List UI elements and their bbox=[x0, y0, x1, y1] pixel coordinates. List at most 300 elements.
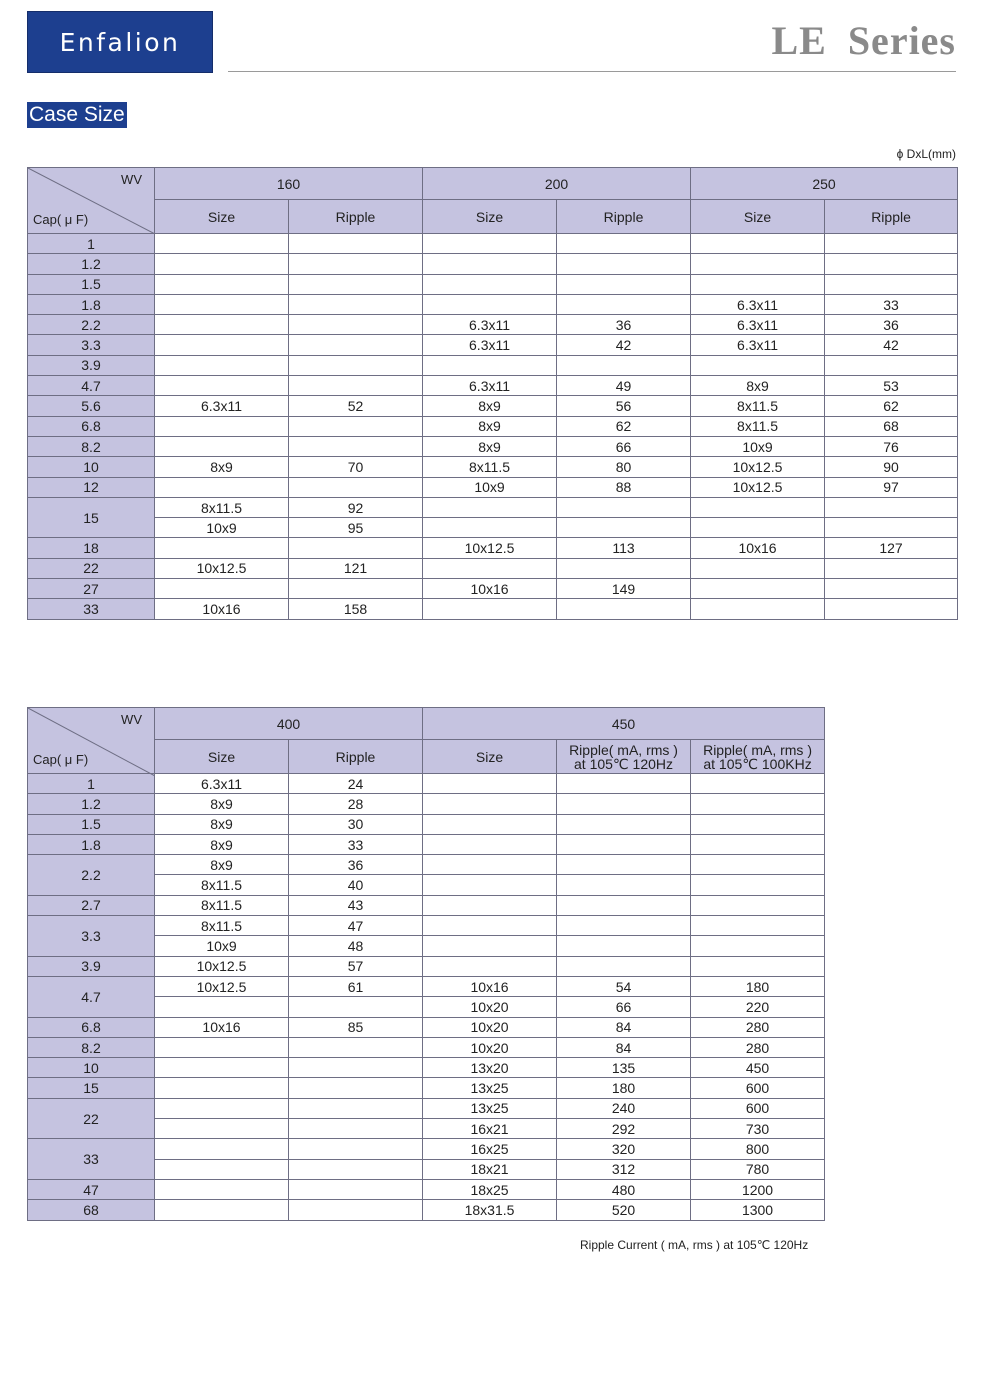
ripple-cell: 84 bbox=[557, 1017, 691, 1037]
ripple-cell bbox=[557, 936, 691, 956]
ripple-cell bbox=[825, 355, 958, 375]
ripple-cell bbox=[289, 538, 423, 558]
ripple-cell bbox=[691, 814, 825, 834]
ripple-cell bbox=[691, 794, 825, 814]
capacitance-cell: 2.2 bbox=[28, 315, 155, 335]
table-row bbox=[28, 396, 958, 416]
capacitance-cell: 47 bbox=[28, 1179, 155, 1199]
corner-header-cell bbox=[28, 708, 155, 774]
size-cell bbox=[155, 355, 289, 375]
wv-label: WV bbox=[121, 172, 142, 187]
size-cell: 16x21 bbox=[423, 1119, 557, 1139]
size-cell bbox=[155, 1119, 289, 1139]
ripple-cell bbox=[289, 294, 423, 314]
table-row bbox=[28, 457, 958, 477]
size-cell bbox=[423, 855, 557, 875]
table-row bbox=[28, 376, 958, 396]
size-cell bbox=[691, 254, 825, 274]
size-cell bbox=[423, 814, 557, 834]
ripple-cell bbox=[289, 315, 423, 335]
size-cell bbox=[423, 518, 557, 538]
ripple-cell bbox=[825, 254, 958, 274]
size-cell bbox=[155, 274, 289, 294]
size-cell bbox=[423, 234, 557, 254]
table-row bbox=[28, 538, 958, 558]
size-cell: 8x11.5 bbox=[155, 916, 289, 936]
ripple-cell: 33 bbox=[825, 294, 958, 314]
table-row bbox=[28, 1098, 825, 1118]
table-row bbox=[28, 1179, 825, 1199]
size-cell bbox=[155, 436, 289, 456]
size-cell bbox=[423, 956, 557, 976]
size-cell bbox=[691, 355, 825, 375]
ripple-cell bbox=[557, 234, 691, 254]
size-cell: 8x11.5 bbox=[691, 396, 825, 416]
table-row bbox=[28, 895, 825, 915]
capacitance-cell: 18 bbox=[28, 538, 155, 558]
capacitance-cell: 1.2 bbox=[28, 794, 155, 814]
ripple-cell: 121 bbox=[289, 558, 423, 578]
size-cell: 13x20 bbox=[423, 1058, 557, 1078]
capacitance-cell: 12 bbox=[28, 477, 155, 497]
ripple-cell: 149 bbox=[557, 579, 691, 599]
ripple-cell bbox=[289, 477, 423, 497]
ripple-cell: 30 bbox=[289, 814, 423, 834]
table-row bbox=[28, 355, 958, 375]
wv-label: WV bbox=[121, 712, 142, 727]
size-cell: 18x25 bbox=[423, 1179, 557, 1199]
size-cell bbox=[155, 416, 289, 436]
ripple-cell: 180 bbox=[691, 976, 825, 996]
ripple-cell: 480 bbox=[557, 1179, 691, 1199]
table-row bbox=[28, 416, 958, 436]
ripple-cell bbox=[289, 1200, 423, 1220]
ripple-cell: 135 bbox=[557, 1058, 691, 1078]
table-row bbox=[28, 335, 958, 355]
ripple-cell: 97 bbox=[825, 477, 958, 497]
size-cell: 18x21 bbox=[423, 1159, 557, 1179]
capacitance-cell: 15 bbox=[28, 497, 155, 538]
table-row bbox=[28, 436, 958, 456]
table-row bbox=[28, 518, 958, 538]
ripple-cell: 240 bbox=[557, 1098, 691, 1118]
capacitance-cell: 8.2 bbox=[28, 436, 155, 456]
ripple-cell bbox=[289, 1098, 423, 1118]
ripple-cell: 57 bbox=[289, 956, 423, 976]
ripple-cell bbox=[289, 254, 423, 274]
table-row bbox=[28, 477, 958, 497]
size-cell: 13x25 bbox=[423, 1098, 557, 1118]
ripple-cell bbox=[691, 834, 825, 854]
ripple-cell bbox=[825, 599, 958, 619]
capacitance-cell: 1 bbox=[28, 234, 155, 254]
table-row bbox=[28, 794, 825, 814]
ripple-cell bbox=[557, 916, 691, 936]
size-cell bbox=[423, 497, 557, 517]
column-header: Ripple bbox=[289, 740, 423, 774]
capacitance-cell: 1 bbox=[28, 774, 155, 794]
column-header: Ripple( mA, rms ) at 105℃ 120Hz bbox=[557, 740, 691, 774]
table-row bbox=[28, 1037, 825, 1057]
table-row bbox=[28, 294, 958, 314]
size-cell bbox=[155, 294, 289, 314]
capacitance-cell: 33 bbox=[28, 599, 155, 619]
size-cell: 6.3x11 bbox=[423, 315, 557, 335]
ripple-cell bbox=[557, 254, 691, 274]
capacitance-cell: 6.8 bbox=[28, 1017, 155, 1037]
size-cell bbox=[691, 579, 825, 599]
ripple-cell: 49 bbox=[557, 376, 691, 396]
size-cell: 6.3x11 bbox=[691, 335, 825, 355]
ripple-cell: 780 bbox=[691, 1159, 825, 1179]
ripple-cell bbox=[289, 1078, 423, 1098]
size-cell: 6.3x11 bbox=[423, 335, 557, 355]
size-cell bbox=[423, 274, 557, 294]
ripple-cell: 92 bbox=[289, 497, 423, 517]
corner-header-cell bbox=[28, 168, 155, 234]
ripple-cell: 43 bbox=[289, 895, 423, 915]
ripple-cell: 85 bbox=[289, 1017, 423, 1037]
size-cell bbox=[423, 599, 557, 619]
size-cell bbox=[423, 558, 557, 578]
size-cell: 8x11.5 bbox=[155, 497, 289, 517]
table-row bbox=[28, 855, 825, 875]
table-row bbox=[28, 1017, 825, 1037]
ripple-cell: 127 bbox=[825, 538, 958, 558]
size-cell: 10x9 bbox=[691, 436, 825, 456]
ripple-cell bbox=[289, 579, 423, 599]
capacitance-cell: 1.8 bbox=[28, 294, 155, 314]
size-cell: 10x20 bbox=[423, 997, 557, 1017]
ripple-cell bbox=[691, 895, 825, 915]
column-header: Size bbox=[155, 200, 289, 234]
ripple-cell: 48 bbox=[289, 936, 423, 956]
ripple-cell: 42 bbox=[825, 335, 958, 355]
capacitance-cell: 2.7 bbox=[28, 895, 155, 915]
case-size-table-2 bbox=[27, 707, 825, 1221]
ripple-cell bbox=[557, 834, 691, 854]
capacitance-cell: 3.3 bbox=[28, 335, 155, 355]
size-cell: 16x25 bbox=[423, 1139, 557, 1159]
capacitance-cell: 33 bbox=[28, 1139, 155, 1180]
ripple-cell bbox=[289, 1037, 423, 1057]
cap-label: Cap( μ F) bbox=[33, 752, 89, 767]
ripple-cell: 180 bbox=[557, 1078, 691, 1098]
capacitance-cell: 8.2 bbox=[28, 1037, 155, 1057]
ripple-cell: 47 bbox=[289, 916, 423, 936]
size-cell bbox=[691, 599, 825, 619]
table-row bbox=[28, 814, 825, 834]
size-cell bbox=[155, 1098, 289, 1118]
ripple-cell: 88 bbox=[557, 477, 691, 497]
ripple-cell bbox=[557, 814, 691, 834]
capacitance-cell: 6.8 bbox=[28, 416, 155, 436]
column-header: Size bbox=[691, 200, 825, 234]
ripple-cell: 62 bbox=[557, 416, 691, 436]
capacitance-cell: 3.9 bbox=[28, 355, 155, 375]
size-cell: 10x16 bbox=[691, 538, 825, 558]
size-cell: 10x9 bbox=[423, 477, 557, 497]
size-cell: 6.3x11 bbox=[423, 376, 557, 396]
ripple-cell bbox=[289, 376, 423, 396]
ripple-cell bbox=[557, 497, 691, 517]
ripple-cell bbox=[289, 1159, 423, 1179]
size-cell: 10x12.5 bbox=[155, 976, 289, 996]
voltage-header: 400 bbox=[155, 708, 423, 740]
size-cell bbox=[155, 1200, 289, 1220]
capacitance-cell: 3.3 bbox=[28, 916, 155, 957]
footnote: Ripple Current ( mA, rms ) at 105℃ 120Hz bbox=[580, 1238, 809, 1252]
ripple-cell bbox=[289, 335, 423, 355]
ripple-cell bbox=[557, 518, 691, 538]
ripple-cell: 80 bbox=[557, 457, 691, 477]
size-cell: 10x9 bbox=[155, 936, 289, 956]
ripple-cell: 33 bbox=[289, 834, 423, 854]
ripple-cell bbox=[691, 956, 825, 976]
ripple-cell: 42 bbox=[557, 335, 691, 355]
column-header: Size bbox=[423, 740, 557, 774]
unit-note: ϕ DxL(mm) bbox=[896, 147, 956, 161]
ripple-cell: 600 bbox=[691, 1098, 825, 1118]
size-cell: 10x12.5 bbox=[423, 538, 557, 558]
table-row bbox=[28, 497, 958, 517]
ripple-cell bbox=[289, 1058, 423, 1078]
ripple-cell bbox=[289, 234, 423, 254]
ripple-cell bbox=[691, 875, 825, 895]
size-cell: 8x11.5 bbox=[155, 895, 289, 915]
table-row bbox=[28, 976, 825, 996]
ripple-cell: 450 bbox=[691, 1058, 825, 1078]
ripple-cell bbox=[557, 294, 691, 314]
ripple-cell: 36 bbox=[289, 855, 423, 875]
size-cell: 10x12.5 bbox=[691, 477, 825, 497]
ripple-cell: 66 bbox=[557, 997, 691, 1017]
size-cell: 8x9 bbox=[423, 416, 557, 436]
table-row bbox=[28, 315, 958, 335]
capacitance-cell: 5.6 bbox=[28, 396, 155, 416]
table-row bbox=[28, 254, 958, 274]
ripple-cell bbox=[289, 416, 423, 436]
ripple-cell bbox=[557, 794, 691, 814]
ripple-cell: 1200 bbox=[691, 1179, 825, 1199]
ripple-cell bbox=[691, 774, 825, 794]
ripple-cell: 53 bbox=[825, 376, 958, 396]
voltage-header: 250 bbox=[691, 168, 958, 200]
ripple-cell: 730 bbox=[691, 1119, 825, 1139]
size-cell: 10x16 bbox=[423, 579, 557, 599]
ripple-cell: 36 bbox=[825, 315, 958, 335]
size-cell: 18x31.5 bbox=[423, 1200, 557, 1220]
ripple-cell: 76 bbox=[825, 436, 958, 456]
size-cell: 6.3x11 bbox=[155, 774, 289, 794]
ripple-cell bbox=[557, 774, 691, 794]
capacitance-cell: 68 bbox=[28, 1200, 155, 1220]
table-row bbox=[28, 774, 825, 794]
size-cell: 8x9 bbox=[155, 794, 289, 814]
size-cell bbox=[155, 254, 289, 274]
size-cell: 8x9 bbox=[423, 396, 557, 416]
size-cell bbox=[423, 355, 557, 375]
size-cell bbox=[155, 1179, 289, 1199]
ripple-cell bbox=[557, 875, 691, 895]
column-header: Ripple bbox=[557, 200, 691, 234]
table-row bbox=[28, 956, 825, 976]
capacitance-cell: 1.8 bbox=[28, 834, 155, 854]
table-row bbox=[28, 579, 958, 599]
table-row bbox=[28, 1200, 825, 1220]
ripple-cell bbox=[825, 579, 958, 599]
header-divider bbox=[228, 71, 956, 72]
capacitance-cell: 2.2 bbox=[28, 855, 155, 896]
capacitance-cell: 10 bbox=[28, 457, 155, 477]
table-row bbox=[28, 834, 825, 854]
size-cell bbox=[155, 538, 289, 558]
ripple-cell: 1300 bbox=[691, 1200, 825, 1220]
table-row bbox=[28, 599, 958, 619]
column-header: Ripple bbox=[825, 200, 958, 234]
ripple-cell: 320 bbox=[557, 1139, 691, 1159]
size-cell bbox=[155, 997, 289, 1017]
size-cell bbox=[691, 518, 825, 538]
ripple-cell: 600 bbox=[691, 1078, 825, 1098]
capacitance-cell: 1.5 bbox=[28, 814, 155, 834]
size-cell: 6.3x11 bbox=[691, 294, 825, 314]
size-cell bbox=[691, 558, 825, 578]
size-cell: 10x20 bbox=[423, 1037, 557, 1057]
voltage-header: 450 bbox=[423, 708, 825, 740]
column-header: Size bbox=[423, 200, 557, 234]
size-cell bbox=[155, 1078, 289, 1098]
table-row bbox=[28, 274, 958, 294]
capacitance-cell: 10 bbox=[28, 1058, 155, 1078]
size-cell: 6.3x11 bbox=[155, 396, 289, 416]
size-cell bbox=[691, 497, 825, 517]
case-size-table-1 bbox=[27, 167, 958, 620]
ripple-cell bbox=[289, 1139, 423, 1159]
size-cell bbox=[423, 294, 557, 314]
ripple-cell bbox=[289, 274, 423, 294]
ripple-cell: 28 bbox=[289, 794, 423, 814]
size-cell: 8x9 bbox=[691, 376, 825, 396]
size-cell: 10x16 bbox=[155, 1017, 289, 1037]
size-cell bbox=[691, 234, 825, 254]
column-header: Ripple bbox=[289, 200, 423, 234]
ripple-cell: 54 bbox=[557, 976, 691, 996]
table-row bbox=[28, 234, 958, 254]
table-row bbox=[28, 1058, 825, 1078]
ripple-cell: 220 bbox=[691, 997, 825, 1017]
brand-logo bbox=[27, 11, 213, 73]
ripple-cell: 520 bbox=[557, 1200, 691, 1220]
size-cell: 10x12.5 bbox=[691, 457, 825, 477]
voltage-header: 160 bbox=[155, 168, 423, 200]
size-cell bbox=[155, 234, 289, 254]
size-cell: 10x16 bbox=[155, 599, 289, 619]
ripple-cell: 84 bbox=[557, 1037, 691, 1057]
ripple-cell: 292 bbox=[557, 1119, 691, 1139]
ripple-cell: 36 bbox=[557, 315, 691, 335]
size-cell: 13x25 bbox=[423, 1078, 557, 1098]
ripple-cell bbox=[825, 558, 958, 578]
ripple-cell: 68 bbox=[825, 416, 958, 436]
size-cell bbox=[155, 376, 289, 396]
ripple-cell: 280 bbox=[691, 1037, 825, 1057]
size-cell bbox=[423, 936, 557, 956]
size-cell: 10x12.5 bbox=[155, 956, 289, 976]
size-cell bbox=[155, 315, 289, 335]
ripple-cell: 312 bbox=[557, 1159, 691, 1179]
size-cell: 10x12.5 bbox=[155, 558, 289, 578]
section-title: Case Size bbox=[29, 103, 125, 126]
brand-name: Enfalion bbox=[59, 27, 181, 57]
size-cell bbox=[423, 916, 557, 936]
ripple-cell: 52 bbox=[289, 396, 423, 416]
ripple-cell: 90 bbox=[825, 457, 958, 477]
ripple-cell bbox=[691, 916, 825, 936]
ripple-cell bbox=[557, 855, 691, 875]
ripple-cell: 113 bbox=[557, 538, 691, 558]
ripple-cell bbox=[825, 518, 958, 538]
size-cell bbox=[423, 774, 557, 794]
size-cell bbox=[155, 1139, 289, 1159]
size-cell bbox=[155, 335, 289, 355]
ripple-cell bbox=[825, 497, 958, 517]
size-cell: 8x11.5 bbox=[691, 416, 825, 436]
cap-label: Cap( μ F) bbox=[33, 212, 89, 227]
capacitance-cell: 1.5 bbox=[28, 274, 155, 294]
ripple-cell bbox=[557, 599, 691, 619]
capacitance-cell: 3.9 bbox=[28, 956, 155, 976]
ripple-cell: 62 bbox=[825, 396, 958, 416]
ripple-cell bbox=[289, 436, 423, 456]
ripple-cell bbox=[691, 855, 825, 875]
capacitance-cell: 4.7 bbox=[28, 976, 155, 1017]
column-header: Size bbox=[155, 740, 289, 774]
size-cell: 8x9 bbox=[423, 436, 557, 456]
ripple-cell bbox=[557, 895, 691, 915]
ripple-cell bbox=[289, 355, 423, 375]
column-header: Ripple( mA, rms ) at 105℃ 100KHz bbox=[691, 740, 825, 774]
size-cell: 8x11.5 bbox=[155, 875, 289, 895]
ripple-cell: 61 bbox=[289, 976, 423, 996]
table-row bbox=[28, 1139, 825, 1159]
size-cell bbox=[423, 834, 557, 854]
size-cell bbox=[423, 875, 557, 895]
capacitance-cell: 22 bbox=[28, 558, 155, 578]
ripple-cell bbox=[557, 558, 691, 578]
ripple-cell bbox=[825, 274, 958, 294]
table-row bbox=[28, 1078, 825, 1098]
capacitance-cell: 4.7 bbox=[28, 376, 155, 396]
ripple-cell: 280 bbox=[691, 1017, 825, 1037]
size-cell bbox=[155, 1058, 289, 1078]
ripple-cell: 40 bbox=[289, 875, 423, 895]
ripple-cell: 158 bbox=[289, 599, 423, 619]
ripple-cell: 95 bbox=[289, 518, 423, 538]
size-cell: 10x20 bbox=[423, 1017, 557, 1037]
size-cell bbox=[155, 1159, 289, 1179]
voltage-header: 200 bbox=[423, 168, 691, 200]
size-cell: 6.3x11 bbox=[691, 315, 825, 335]
capacitance-cell: 1.2 bbox=[28, 254, 155, 274]
table-row bbox=[28, 916, 825, 936]
table-row bbox=[28, 558, 958, 578]
ripple-cell bbox=[557, 274, 691, 294]
ripple-cell: 66 bbox=[557, 436, 691, 456]
capacitance-cell: 22 bbox=[28, 1098, 155, 1139]
size-cell: 8x9 bbox=[155, 855, 289, 875]
size-cell bbox=[155, 579, 289, 599]
